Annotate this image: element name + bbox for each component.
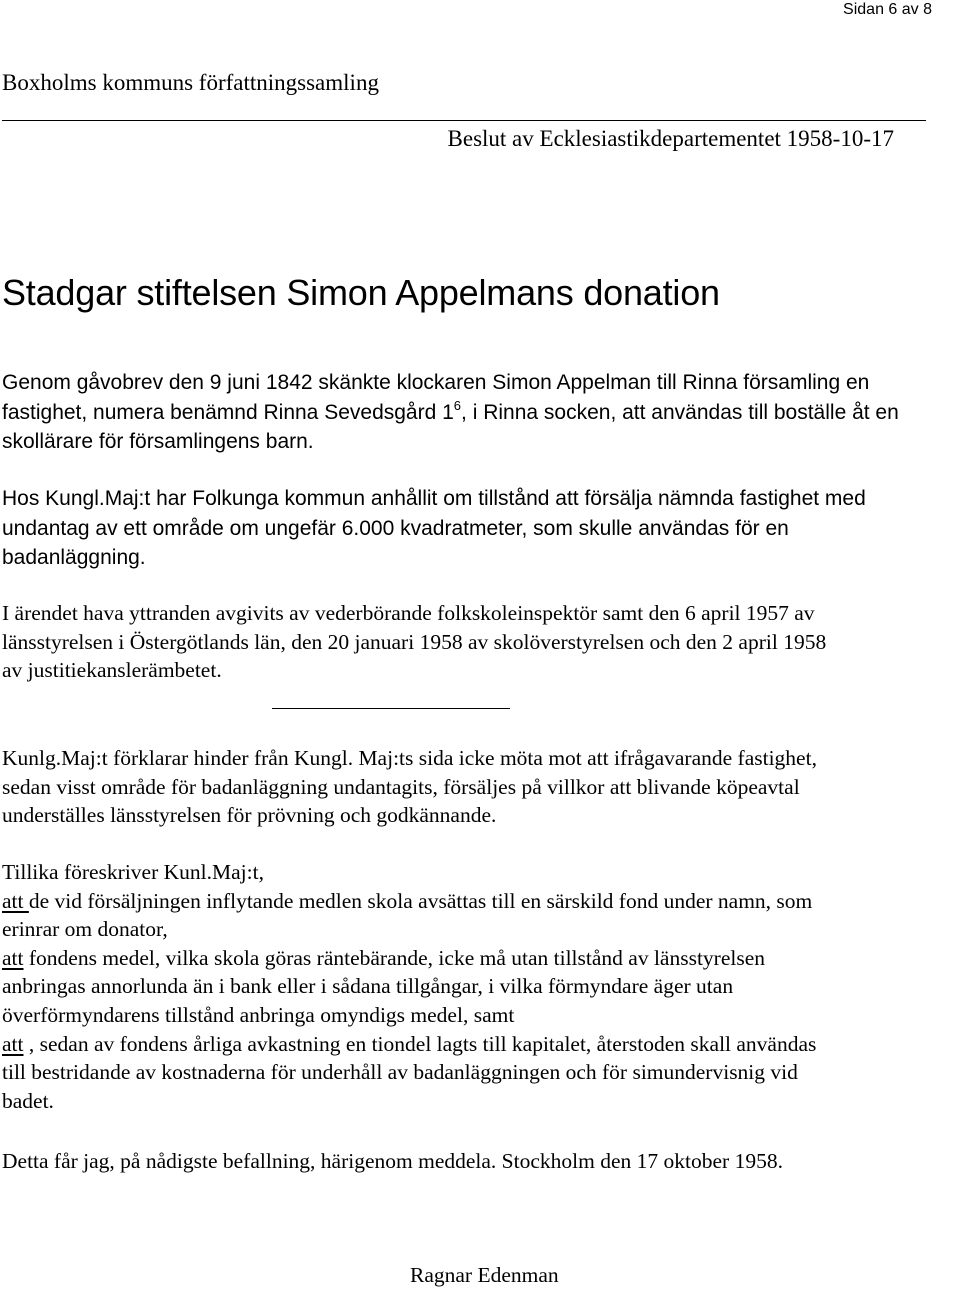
condition-2: [2, 944, 958, 973]
conditions-paragraph: [2, 858, 958, 1115]
condition-1: [2, 887, 958, 916]
header-rule: [2, 120, 926, 121]
conditions-intro: Tillika föreskriver Kunl.Maj:t,: [2, 860, 264, 884]
text-line: Hos Kungl.Maj:t har Folkunga kommun anhållit om tillstånd att försälja nämnda fastighet med: [2, 487, 866, 510]
text-line: I ärendet hava yttranden avgivits av vederbörande folkskoleinspektör samt den 6 april 1957 av: [2, 601, 815, 625]
publication-title: Boxholms kommuns författningssamling: [2, 70, 379, 95]
text-line: badet.: [2, 1088, 54, 1113]
page-number: Sidan 6 av 8: [843, 1, 932, 18]
text-line: erinrar om donator,: [2, 917, 168, 942]
text-line: Detta får jag, på nådigste befallning, härigenom meddela. Stockholm den 17 oktober 1958.: [2, 1149, 783, 1173]
text-segment: , sedan av fondens årliga avkastning en tiondel lagts till kapitalet, återstoden skall användas: [23, 1031, 817, 1056]
text-segment: de vid försäljningen inflytande medlen skola avsättas till en särskild fond under namn, som: [28, 888, 813, 913]
condition-3: [2, 1030, 958, 1059]
text-line: badanläggning.: [2, 546, 146, 569]
decision-reference: Beslut av Ecklesiastikdepartementet 1958-10-17: [447, 126, 894, 151]
att-keyword: att: [2, 945, 24, 970]
att-keyword: att: [2, 1031, 24, 1056]
text-segment: fastighet, numera benämnd Rinna Sevedsgård 1: [2, 400, 454, 424]
text-line: [2, 398, 958, 428]
text-segment: fondens medel, vilka skola göras räntebärande, icke må utan tillstånd av länsstyrelsen: [23, 945, 766, 970]
request-paragraph: [2, 484, 958, 573]
text-line: undantag av ett område om ungefär 6.000 kvadratmeter, som skulle användas för en: [2, 516, 789, 540]
closing-paragraph: [2, 1147, 958, 1176]
section-divider: [272, 708, 510, 709]
text-line: skollärare för församlingens barn.: [2, 430, 314, 453]
text-line: Kunlg.Maj:t förklarar hinder från Kungl. Maj:ts sida icke möta mot att ifrågavarande fastighet,: [2, 746, 817, 770]
text-segment: , i Rinna socken, att användas till boställe åt en: [461, 400, 899, 424]
text-line: av justitiekanslerämbetet.: [2, 658, 222, 683]
text-line: Genom gåvobrev den 9 juni 1842 skänkte klockaren Simon Appelman till Rinna församling en: [2, 371, 870, 394]
decision-paragraph: [2, 744, 958, 830]
text-line: överförmyndarens tillstånd anbringa omyndigs medel, samt: [2, 1002, 515, 1027]
text-line: sedan visst område för badanläggning undantagits, försäljes på villkor att blivande köpeavtal: [2, 774, 800, 799]
text-line: till bestridande av kostnaderna för underhåll av badanläggningen och för simundervisnig vid: [2, 1060, 798, 1085]
superscript: 6: [453, 397, 462, 413]
text-line: länsstyrelsen i Östergötlands län, den 20 januari 1958 av skolöverstyrelsen och den 2 april 1958: [2, 629, 827, 654]
document-title: Stadgar stiftelsen Simon Appelmans donation: [2, 272, 720, 313]
text-line: underställes länsstyrelsen för prövning och godkännande.: [2, 803, 497, 828]
att-keyword: att: [2, 888, 29, 913]
intro-paragraph: [2, 368, 958, 457]
text-line: anbringas annorlunda än i bank eller i sådana tillgångar, i vilka förmyndare äger utan: [2, 974, 734, 999]
signature-name: Ragnar Edenman: [410, 1263, 559, 1287]
opinions-paragraph: [2, 599, 958, 685]
